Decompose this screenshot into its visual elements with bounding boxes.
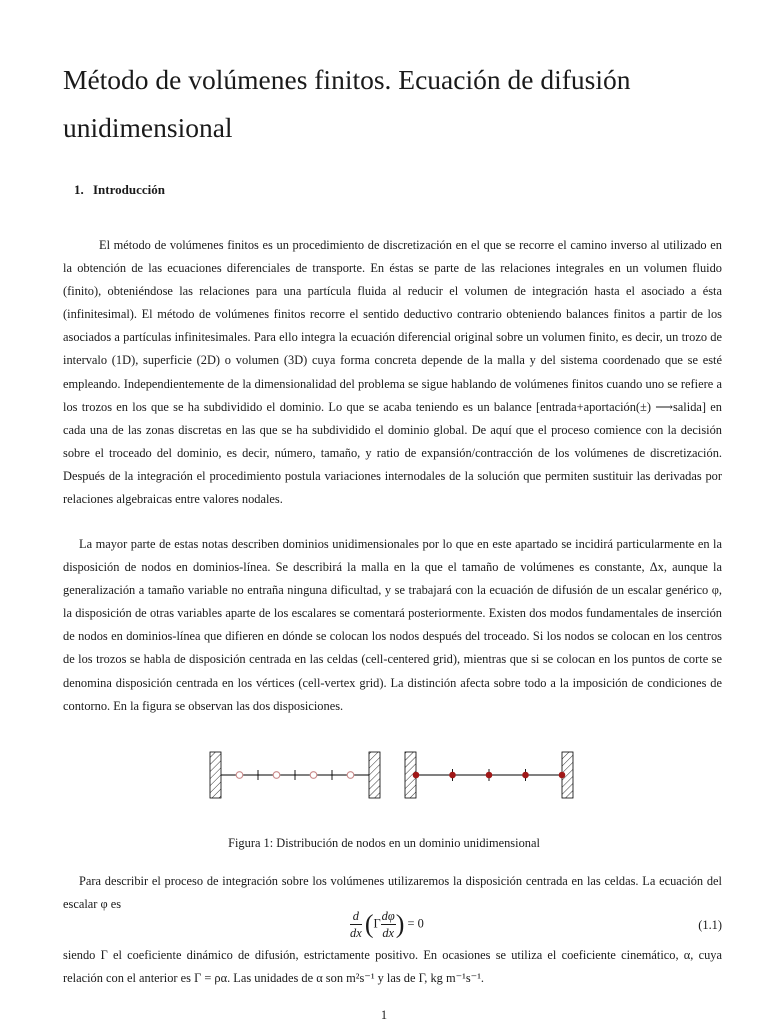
cell-vertex-node <box>413 772 420 779</box>
section-heading <box>74 182 165 198</box>
section-title: Introducción <box>93 182 165 197</box>
cell-centered-node <box>347 772 354 779</box>
equals-zero: = 0 <box>407 916 424 931</box>
section-number: 1. <box>74 182 84 197</box>
cell-vertex-node <box>449 772 456 779</box>
frac-den-2: dx <box>382 926 395 940</box>
left-wall-a <box>210 752 221 798</box>
left-wall-b <box>369 752 380 798</box>
paragraph-grids: La mayor parte de estas notas describen dominios unidimensionales por lo que en este apartado se incidirá particularmente en la disposición de nodos en dominios-línea. Se describirá la malla en la que el tamaño de volúmenes es constante, Δx, aunque la generalización a tamaño variable no entraña ninguna dificultad, y se trabajará con la ecuación de difusión de un escalar genérico φ, la disposición de otras variables aparte de los escalares se comentará posteriormente. Existen dos modos fundamentales de inserción de nodos en dominios-línea que difieren en dónde se colocan los nodos después del troceado. Si los nodos se colocan en los centros de los trozos se habla de disposición centrada en las celdas (cell-centered grid), mientras que si se colocan en los puntos de corte se denomina disposición centrada en los vértices (cell-vertex grid). La distinción afecta sobre todo a la imposición de condiciones de contorno. En la figura se observan las dos disposiciones. <box>63 537 722 713</box>
frac-den: dx <box>350 926 362 940</box>
frac-num: d <box>350 908 362 925</box>
gamma-symbol: Γ <box>373 916 381 931</box>
paragraph-coefficients: siendo Γ el coeficiente dinámico de difusión, estrictamente positivo. En ocasiones se utiliza el coeficiente cinemático, α, cuya relación con el anterior es Γ = ρα. Las unidades de α son m²s⁻¹ y las de Γ, kg m⁻¹s⁻¹. <box>63 948 722 986</box>
frac-dphi-dx <box>381 908 396 941</box>
cell-centered-node <box>236 772 243 779</box>
frac-d-dx <box>350 908 362 941</box>
page-number: 1 <box>380 1008 388 1022</box>
paren-close: ) <box>395 909 405 939</box>
cell-centered-node <box>310 772 317 779</box>
figure-caption: Figura 1: Distribución de nodos en un dominio unidimensional <box>228 836 540 850</box>
cell-vertex-node <box>559 772 566 779</box>
cell-vertex-node <box>522 772 529 779</box>
node-distribution-figure <box>205 748 580 804</box>
equation-1-1 <box>63 908 722 948</box>
frac-num-2: dφ <box>381 909 395 923</box>
document-title: Método de volúmenes finitos. Ecuación de difusión unidimensional <box>63 64 631 143</box>
cell-vertex-node <box>486 772 493 779</box>
paragraph-integration: Para describir el proceso de integración sobre los volúmenes utilizaremos la disposición centrada en las celdas. La ecuación del escalar φ es <box>63 874 722 912</box>
equation-body <box>350 908 424 941</box>
cell-centered-node <box>273 772 280 779</box>
paragraph-intro: El método de volúmenes finitos es un procedimiento de discretización en el que se recorre el camino inverso al utilizado en la obtención de las ecuaciones diferenciales de transporte. En éstas se parte de las relaciones integrales en un volumen fluido (finito), obteniéndose las relaciones para una partícula fluida al reducir el volumen de integración hasta el asociado a ésta (infinitesimal). El método de volúmenes finitos recorre el sentido deductivo contrario obteniendo balances finitos a partir de los asociados a partículas infinitesimales. Para ello integra la ecuación diferencial original sobre un volumen finito, es decir, un trozo de intervalo (1D), superficie (2D) o volumen (3D) cuya forma concreta depende de la malla y del sistema coordenado que se esté empleando. Independientemente de la dimensionalidad del problema se sigue hablando de volúmenes finitos cuando uno se refiere a los trozos en los que se ha subdividido el dominio. Lo que se acaba teniendo es un balance [entrada+aportación(±) ⟶salida] en cada una de las zonas discretas en las que se ha subdividido el dominio global. De aquí que el proceso comience con la decisión sobre el troceado del dominio, es decir, número, tamaño, y ratio de expansión/contracción de los volúmenes de discretización. Después de la integración el procedimiento postula variaciones internodales de la solución que permiten sustituir las derivadas por relaciones algebraicas entre valores nodales. <box>63 238 722 507</box>
paren-open: ( <box>364 909 374 939</box>
equation-number: (1.1) <box>698 918 722 932</box>
